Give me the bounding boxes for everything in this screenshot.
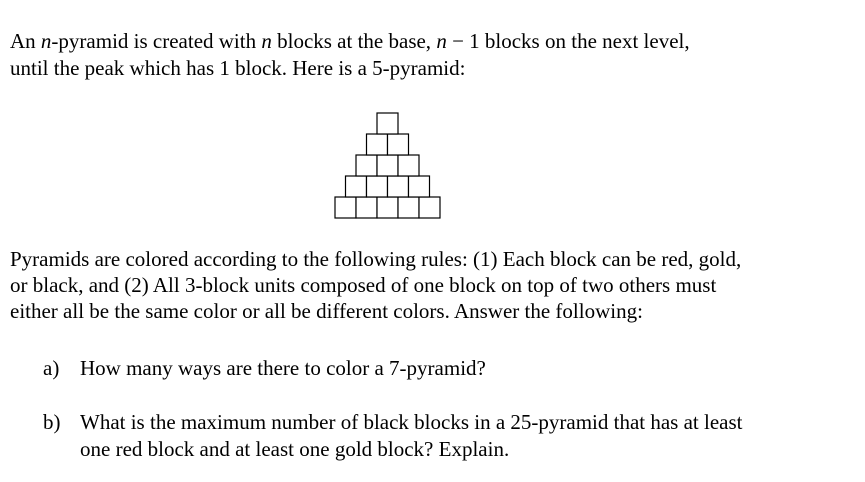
question-label: a) — [43, 356, 60, 380]
intro-text: An — [10, 29, 41, 53]
pyramid-block — [419, 197, 440, 218]
math-variable-n: n — [436, 29, 447, 53]
pyramid-block — [388, 134, 409, 155]
math-variable-n: n — [40, 29, 52, 53]
pyramid-block — [356, 155, 377, 176]
question-label: b) — [43, 410, 61, 434]
question-b-continued — [0, 436, 865, 462]
question-text: How many ways are there to color a 7-pyramid? — [80, 356, 486, 380]
pyramid-block — [409, 176, 430, 197]
question-b — [0, 409, 865, 435]
question-text: one red block and at least one gold block? Explain. — [80, 437, 510, 461]
question-a — [0, 355, 865, 381]
math-minus: − — [446, 29, 470, 53]
pyramid-block — [346, 176, 367, 197]
pyramid-block — [356, 197, 377, 218]
pyramid-block — [367, 176, 388, 197]
intro-line-2: until the peak which has 1 block. Here is a 5-pyramid: — [10, 56, 466, 80]
math-variable-n: n — [261, 29, 272, 53]
intro-text: 1 blocks on the next level, — [469, 29, 690, 53]
pyramid-block — [377, 197, 398, 218]
pyramid-block — [367, 134, 388, 155]
pyramid-block — [398, 155, 419, 176]
pyramid-block — [398, 197, 419, 218]
pyramid-block — [377, 155, 398, 176]
rules-line-2: or black, and (2) All 3-block units composed of one block on top of two others must — [10, 273, 717, 297]
rules-line-3: either all be the same color or all be different colors. Answer the following: — [10, 299, 643, 323]
intro-text: -pyramid is created with — [51, 29, 262, 53]
pyramid-block — [388, 176, 409, 197]
rules-line-1: Pyramids are colored according to the following rules: (1) Each block can be red, gold, — [10, 247, 742, 271]
intro-text: blocks at the base, — [271, 29, 437, 53]
pyramid-block — [377, 113, 398, 134]
question-text: What is the maximum number of black blocks in a 25-pyramid that has at least — [80, 410, 743, 434]
pyramid-block — [335, 197, 356, 218]
